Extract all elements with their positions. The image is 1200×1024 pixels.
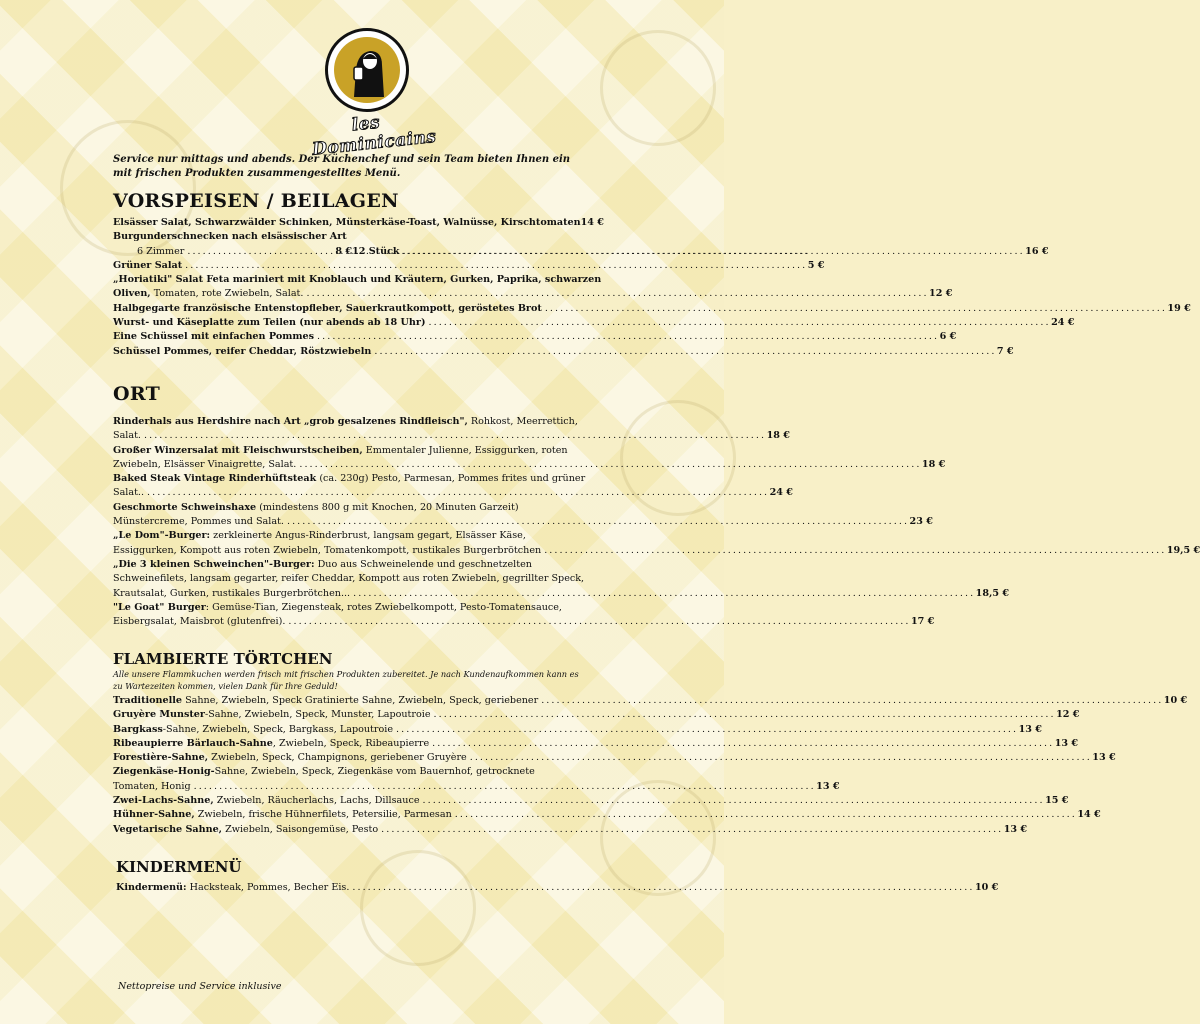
- item-desc: Salat.: [113, 430, 141, 442]
- item-name: Zwei-Lachs-Sahne,: [113, 795, 214, 807]
- item-name: Schüssel Pommes, reifer Cheddar, Röstzwiebeln: [113, 345, 372, 357]
- brand-logo: [311, 28, 438, 160]
- item-desc: Zwiebeln, Räucherlachs, Lachs, Dillsauce: [213, 795, 420, 807]
- item-price: 10 €: [974, 882, 999, 893]
- item-desc: Sahne, Zwiebeln, Speck, Ziegenkäse vom Bauernhof, getrocknete: [214, 766, 535, 778]
- menu-item: [113, 287, 953, 301]
- menu-item: [113, 723, 1042, 737]
- item-price: 8 €: [335, 245, 353, 257]
- menu-item: [113, 765, 598, 779]
- menu-item-cont: [113, 780, 840, 794]
- item-desc: zerkleinerte Angus-Rinderbrust, langsam gegart, Elsässer Käse,: [210, 530, 526, 542]
- item-price: 13 €: [1092, 752, 1116, 764]
- menu-item: [113, 345, 1014, 359]
- item-price: 24 €: [769, 487, 793, 499]
- item-name: Vegetarische Sahne,: [113, 823, 223, 835]
- item-price: 13 €: [816, 780, 840, 792]
- watermark-logo-icon: [600, 30, 716, 146]
- menu-item: [113, 216, 613, 230]
- item-desc: Eisbergsalat, Maisbrot (glutenfrei).: [113, 616, 286, 628]
- item-name: Kindermenü:: [116, 882, 187, 893]
- item-name: Elsässer Salat, Schwarzwälder Schinken, Münsterkäse-Toast, Walnüsse, Kirschtomaten: [113, 217, 581, 228]
- item-price: 13 €: [1003, 823, 1028, 835]
- menu-item: [113, 823, 1028, 837]
- menu-item: [113, 601, 610, 615]
- item-name: Bargkass: [113, 723, 163, 735]
- item-price: 18 €: [921, 458, 946, 470]
- menu-item: [113, 302, 1191, 316]
- item-name: Ziegenkäse-Honig-: [113, 766, 215, 778]
- menu-item: [113, 794, 1069, 808]
- item-desc: Essiggurken, Kompott aus roten Zwiebeln, Tomatenkompott, rustikales Burgerbrötchen: [113, 544, 542, 556]
- item-desc: Duo aus Schweinelende und geschnetzelten: [314, 558, 532, 570]
- item-price: 14 €: [1077, 809, 1101, 821]
- menu-item: [113, 415, 610, 429]
- item-price: 14 €: [580, 217, 604, 228]
- item-name: Geschmorte Schweinshaxe: [113, 501, 257, 513]
- item-name: Oliven,: [113, 288, 151, 300]
- item-price: 10 €: [1163, 695, 1188, 706]
- menu-item-cont: [113, 544, 1200, 558]
- item-desc: Tomaten, rote Zwiebeln, Salat.: [150, 288, 304, 300]
- item-desc: Emmentaler Julienne, Essiggurken, roten: [362, 444, 568, 456]
- item-desc: -Sahne, Zwiebeln, Speck, Munster, Lapoutroie: [204, 709, 431, 721]
- brand-name: les Dominicains: [311, 112, 438, 160]
- item-price: 24 €: [1051, 317, 1075, 329]
- menu-item-cont: [113, 515, 933, 529]
- item-name: „Le Dom"-Burger:: [113, 530, 211, 542]
- item-desc: -Sahne, Zwiebeln, Speck, Bargkass, Lapoutroie: [162, 723, 394, 735]
- menu-item-cont: [113, 486, 793, 500]
- intro-text: Service nur mittags und abends. Der Küchenchef und sein Team bieten Ihnen ein mit frischen Produkten zusammengestelltes Menü.: [113, 154, 571, 179]
- item-name: Gruyère Munster: [113, 709, 205, 721]
- item-desc: Sahne, Zwiebeln, Speck Gratinierte Sahne, Zwiebeln, Speck, geriebener: [182, 695, 539, 706]
- menu-item-cont: Schweinefilets, langsam gegarter, reifer Cheddar, Kompott aus roten Zwiebeln, gegrillter Speck,: [113, 573, 585, 585]
- menu-item: [113, 472, 610, 486]
- item-price: 18 €: [766, 430, 790, 442]
- item-price: 15 €: [1045, 795, 1069, 807]
- item-name: „Die 3 kleinen Schweinchen"-Burger:: [113, 558, 315, 570]
- item-desc: Rohkost, Meerrettich,: [467, 416, 578, 427]
- item-desc: Zwiebeln, frische Hühnerfilets, Petersilie, Parmesan: [194, 809, 452, 821]
- item-desc: Salat..: [113, 487, 145, 499]
- item-price: 23 €: [909, 516, 933, 528]
- section-vorspeisen: [113, 216, 1191, 359]
- item-desc: Zwiebeln, Elsässer Vinaigrette, Salat.: [113, 458, 297, 470]
- item-desc: Krautsalat, Gurken, rustikales Burgerbrötchen...: [113, 587, 351, 599]
- item-option: 12 Stück: [352, 245, 400, 257]
- item-name: Großer Winzersalat mit Fleischwurstscheiben,: [113, 444, 363, 456]
- menu-item-cont: [113, 615, 935, 629]
- item-price: 13 €: [1054, 737, 1079, 749]
- menu-item: [113, 444, 610, 458]
- menu-item: [113, 330, 957, 344]
- section-flamm: [113, 668, 1188, 837]
- item-name: Grüner Salat: [113, 259, 183, 271]
- menu-item: [113, 230, 613, 244]
- item-price: 12 €: [1056, 709, 1080, 721]
- item-price: 19,5 €: [1166, 544, 1200, 556]
- item-price: 18,5 €: [975, 587, 1010, 599]
- item-name: Hühner-Sahne,: [113, 809, 195, 821]
- menu-item: [113, 751, 1116, 765]
- monk-icon: [325, 28, 409, 112]
- item-price: 12 €: [929, 288, 953, 300]
- menu-item: [113, 259, 825, 273]
- section-kinder: [116, 881, 999, 895]
- item-name: Forestière-Sahne,: [113, 752, 209, 764]
- item-desc: (mindestens 800 g mit Knochen, 20 Minuten Garzeit): [256, 501, 519, 513]
- item-name: "Le Goat" Burger: [113, 601, 206, 613]
- item-desc: Zwiebeln, Saisongemüse, Pesto: [222, 823, 379, 835]
- menu-item-cont: [113, 587, 1010, 601]
- item-desc: Münstercreme, Pommes und Salat.: [113, 516, 284, 528]
- item-name: Wurst- und Käseplatte zum Teilen (nur abends ab 18 Uhr): [113, 317, 426, 329]
- item-price: 16 €: [1025, 245, 1049, 257]
- menu-item-cont: [113, 458, 946, 472]
- menu-item: [113, 558, 610, 572]
- section-ort: [113, 415, 1200, 629]
- item-desc: Zwiebeln, Speck, Champignons, geriebener Gruyère: [208, 752, 467, 764]
- item-desc: : Gemüse-Tian, Ziegensteak, rotes Zwiebelkompott, Pesto-Tomatensauce,: [205, 601, 562, 613]
- item-price: 19 €: [1167, 302, 1191, 314]
- item-name: Baked Steak Vintage Rinderhüftsteak: [113, 473, 317, 485]
- item-price: 6 €: [939, 331, 957, 343]
- item-option: 6 Zimmer: [137, 245, 185, 257]
- menu-item: [113, 316, 1075, 330]
- menu-item: [113, 273, 613, 287]
- item-desc: Hacksteak, Pommes, Becher Eis.: [186, 882, 350, 893]
- section-title-kinder: KINDERMENÜ: [116, 858, 242, 876]
- menu-item: [113, 245, 1049, 259]
- flamm-note: Alle unsere Flammkuchen werden frisch mit frischen Produkten zubereitet. Je nach Kundenaufkommen kann es zu Wartezeiten kommen, vielen Dank für Ihre Geduld!: [113, 669, 579, 691]
- menu-item: [113, 808, 1101, 822]
- item-name: Halbgegarte französische Entenstopfleber, Sauerkrautkompott, geröstetes Brot: [113, 302, 542, 314]
- menu-item-cont: [113, 429, 790, 443]
- section-title-ort: ORT: [113, 383, 161, 405]
- item-name: Eine Schüssel mit einfachen Pommes: [113, 331, 315, 343]
- item-name: Burgunderschnecken nach elsässischer Art: [113, 231, 347, 243]
- item-price: 5 €: [807, 259, 825, 271]
- menu-item: [113, 708, 1080, 722]
- item-desc: (ca. 230g) Pesto, Parmesan, Pommes frites und grüner: [316, 473, 586, 485]
- menu-item: [113, 737, 1079, 751]
- menu-item: [113, 501, 610, 515]
- item-name: „Horiatiki" Salat Feta mariniert mit Knoblauch und Kräutern, Gurken, Paprika, schwarzen: [113, 274, 602, 286]
- item-price: 13 €: [1018, 723, 1042, 735]
- item-name: Ribeaupierre Bärlauch-Sahne: [113, 737, 273, 749]
- section-title-flamm: FLAMBIERTE TÖRTCHEN: [113, 650, 333, 668]
- item-name: Traditionelle: [113, 695, 183, 706]
- item-desc: Tomaten, Honig: [113, 780, 191, 792]
- menu-item: [116, 881, 999, 895]
- item-price: 7 €: [996, 345, 1014, 357]
- section-title-vorspeisen: VORSPEISEN / BEILAGEN: [113, 190, 399, 212]
- item-desc: , Zwiebeln, Speck, Ribeaupierre: [272, 737, 430, 749]
- menu-item: [113, 529, 610, 543]
- item-name: Rinderhals aus Herdshire nach Art „grob gesalzenes Rindfleisch",: [113, 416, 468, 427]
- menu-item: [113, 694, 1188, 708]
- footer-note: Nettopreise und Service inklusive: [118, 981, 282, 992]
- watermark-logo-icon: [360, 850, 476, 966]
- item-price: 17 €: [910, 616, 935, 628]
